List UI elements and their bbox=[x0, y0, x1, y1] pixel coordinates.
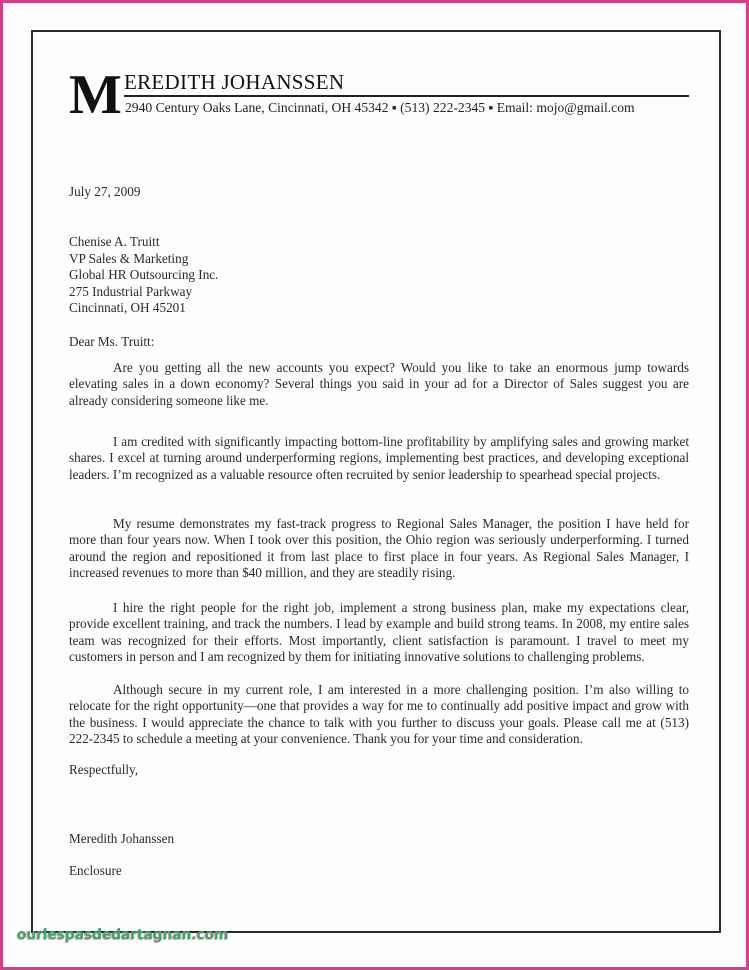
letterhead bbox=[69, 64, 689, 126]
letterhead-rule bbox=[124, 95, 689, 97]
signature-name: Meredith Johanssen bbox=[69, 831, 175, 846]
body-paragraph: Are you getting all the new accounts you expect? Would you like to take an enormous jump towards elevating sales in a down economy? Several things you said in your ad for a Director of Sales suggest you are already considering someone like me. bbox=[69, 360, 689, 408]
body-paragraph: My resume demonstrates my fast-track progress to Regional Sales Manager, the position I have held for more than four years now. When I took over this position, the Ohio region was seriously underperforming. I turned around the region and repositioned it from last place to first place in four years. As Regional Sales Manager, I increased revenues to more than $40 million, and they are steadily rising. bbox=[69, 516, 689, 581]
recipient-city: Cincinnati, OH 45201 bbox=[69, 300, 186, 316]
salutation: Dear Ms. Truitt: bbox=[69, 334, 155, 349]
letter-page bbox=[3, 3, 746, 967]
body-paragraph: I hire the right people for the right job, implement a strong business plan, make my expectations clear, provide excellent training, and track the numbers. I lead by example and build strong teams. In 2008, my entire sales team was recognized for their efforts. Most importantly, client satisfaction is paramount. I travel to meet my customers in person and I am recognized by them for initiating innovative solutions to challenging problems. bbox=[69, 600, 689, 665]
watermark-text: ourlespasdedartagnan.com bbox=[17, 927, 229, 943]
recipient-title: VP Sales & Marketing bbox=[69, 250, 189, 266]
enclosure-note: Enclosure bbox=[69, 863, 122, 878]
letterhead-initial: M bbox=[69, 64, 121, 126]
letterhead-contact-line: 2940 Century Oaks Lane, Cincinnati, OH 45342 ▪ (513) 222-2345 ▪ Email: mojo@gmail.com bbox=[125, 100, 635, 115]
recipient-street: 275 Industrial Parkway bbox=[69, 283, 193, 299]
letterhead-name: EREDITH JOHANSSEN bbox=[124, 70, 345, 94]
letter-date: July 27, 2009 bbox=[69, 184, 141, 199]
body-paragraph: Although secure in my current role, I am interested in a more challenging position. I’m also willing to relocate for the right opportunity—one that provides a way for me to continually add positive impact and grow with the business. I would appreciate the chance to talk with you further to discuss your goals. Please call me at (513) 222-2345 to schedule a meeting at your convenience. Thank you for your time and consideration. bbox=[69, 682, 689, 747]
recipient-name: Chenise A. Truitt bbox=[69, 234, 160, 249]
closing: Respectfully, bbox=[69, 762, 139, 777]
recipient-company: Global HR Outsourcing Inc. bbox=[69, 267, 219, 283]
body-paragraph: I am credited with significantly impacting bottom-line profitability by amplifying sales and growing market shares. I excel at turning around underperforming regions, implementing best practices, and developing exceptional leaders. I’m recognized as a valuable resource often recruited by senior leadership to spearhead special projects. bbox=[69, 434, 689, 482]
recipient-address-block bbox=[69, 234, 689, 317]
